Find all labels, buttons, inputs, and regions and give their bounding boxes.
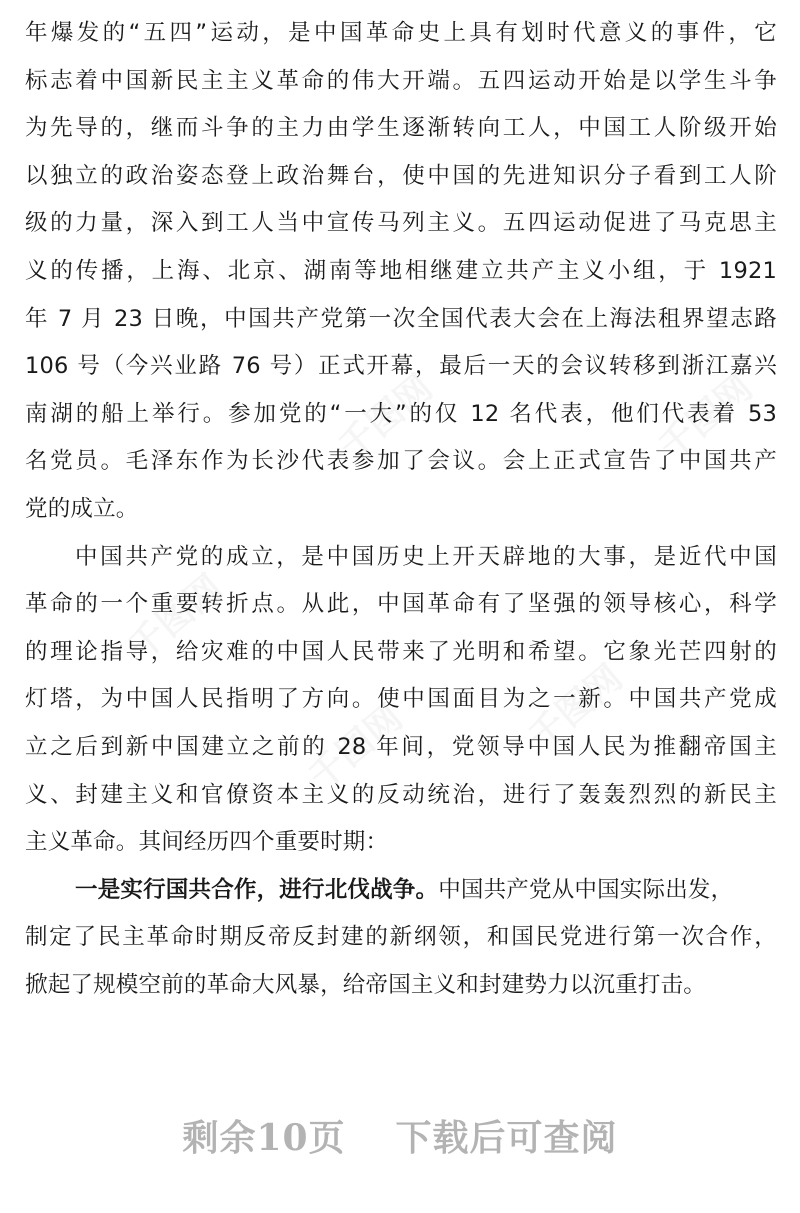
text-line: 年 7 月 23 日晚，中国共产党第一次全国代表大会在上海法租界望志路 <box>25 305 777 332</box>
text-line: 标志着中国新民主主义革命的伟大开端。五四运动开始是以学生斗争 <box>25 67 777 94</box>
download-prompt-banner[interactable] <box>0 1110 800 1161</box>
watermark: 千图网 <box>331 367 441 469</box>
text-line: 灯塔，为中国人民指明了方向。使中国面目为之一新。中国共产党成 <box>25 686 777 713</box>
text-line: 革命的一个重要转折点。从此，中国革命有了坚强的领导核心，科学 <box>25 591 777 618</box>
text-line: 掀起了规模空前的革命大风暴，给帝国主义和封建势力以沉重打击。 <box>25 971 707 998</box>
text-line: 主义革命。其间经历四个重要时期： <box>25 829 389 856</box>
text-run: 中国共产党从中国实际出发， <box>438 876 734 903</box>
text-line: 立之后到新中国建立之前的 28 年间，党领导中国人民为推翻帝国主 <box>25 733 777 760</box>
text-line: 以独立的政治姿态登上政治舞台，使中国的先进知识分子看到工人阶 <box>25 162 777 189</box>
download-to-view-label[interactable]: 下载后可查阅 <box>395 1117 618 1159</box>
text-line: 的理论指导，给灾难的中国人民带来了光明和希望。它象光芒四射的 <box>25 638 777 665</box>
text-line: 义的传播，上海、北京、湖南等地相继建立共产主义小组，于 1921 <box>25 257 777 284</box>
text-line: 为先导的，继而斗争的主力由学生逐渐转向工人，中国工人阶级开始 <box>25 115 777 142</box>
watermark: 千图网 <box>301 697 411 799</box>
paragraph-start-line: 中国共产党的成立，是中国历史上开天辟地的大事，是近代中国 <box>75 543 777 570</box>
watermark: 千图网 <box>121 567 231 669</box>
text-line: 年爆发的“五四”运动，是中国革命史上具有划时代意义的事件，它 <box>25 20 777 46</box>
watermark: 千图网 <box>521 657 631 759</box>
text-line: 义、封建主义和官僚资本主义的反动统治，进行了轰轰烈烈的新民主 <box>25 781 777 808</box>
text-line: 名党员。毛泽东作为长沙代表参加了会议。会上正式宣告了中国共产 <box>25 448 777 475</box>
text-line: 级的力量，深入到工人当中宣传马列主义。五四运动促进了马克思主 <box>25 210 777 237</box>
text-line: 党的成立。 <box>25 495 139 522</box>
text-line: 106 号（今兴业路 76 号）正式开幕，最后一天的会议转移到浙江嘉兴 <box>25 353 777 380</box>
bold-heading: 一是实行国共合作，进行北伐战争。 <box>75 876 439 903</box>
text-line: 制定了民主革命时期反帝反封建的新纲领，和国民党进行第一次合作， <box>25 924 777 951</box>
paragraph-start-line <box>25 867 777 915</box>
watermark: 千图网 <box>651 367 761 469</box>
remaining-pages-label: 剩余10页 <box>182 1117 346 1159</box>
body-text <box>25 10 777 1009</box>
text-line: 南湖的船上举行。参加党的“一大”的仅 12 名代表，他们代表着 53 <box>25 400 777 427</box>
